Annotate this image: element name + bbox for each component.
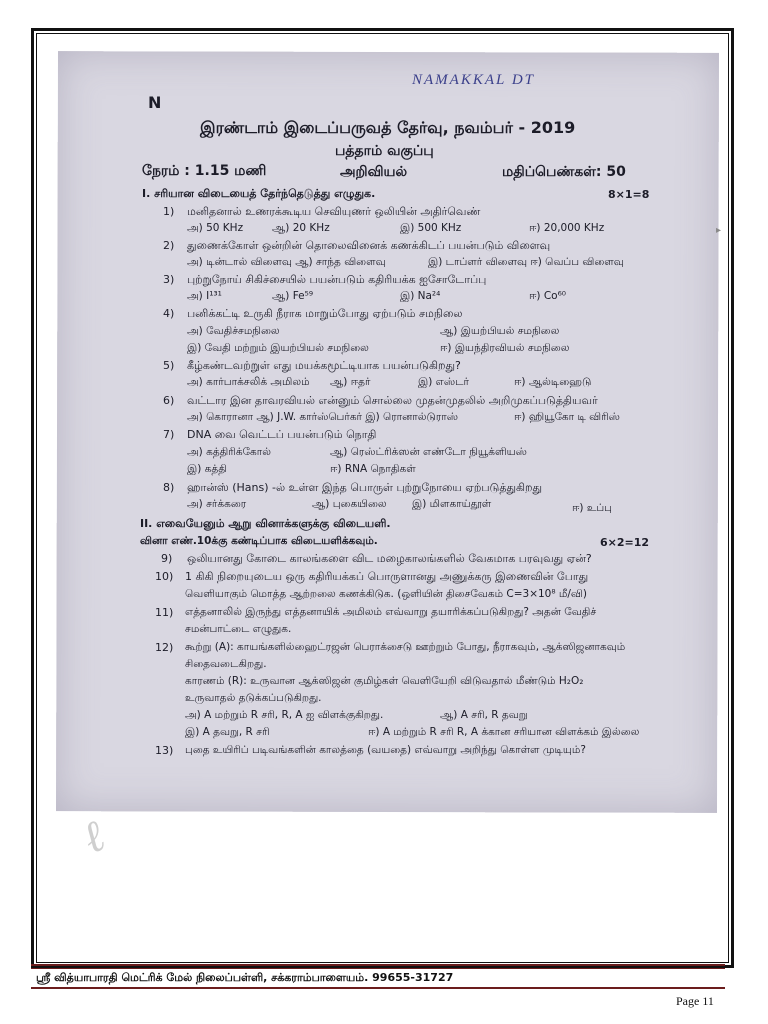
q1-option-d: ஈ) 20,000 KHz	[529, 222, 605, 234]
q6-number: 6)	[163, 394, 175, 407]
time-label: நேரம் : 1.15 மணி	[142, 163, 267, 179]
section2-heading: II. எவையேனும் ஆறு வினாக்களுக்கு விடையளி.	[140, 517, 391, 530]
q12-option-b: ஆ) A சரி, R தவறு	[440, 709, 528, 721]
q10-line1: 1 கிகி நிறையுடைய ஒரு கதிரியக்கப் பொருளானது அணுக்கரு இணைவின் போது	[185, 570, 589, 583]
exam-title: இரண்டாம் இடைப்பருவத் தேர்வு, நவம்பர் - 2019	[200, 118, 576, 137]
q7-text: DNA வை வெட்டப் பயன்படும் நொதி	[187, 428, 377, 441]
section1-heading: I. சரியான விடையைத் தேர்ந்தெடுத்து எழுதுக.	[142, 187, 376, 200]
q11-line2: சமன்பாட்டை எழுதுக.	[185, 623, 292, 635]
q6-options-abc: அ) கொரானா ஆ) J.W. கார்ஸ்பெர்கர் இ) ரொனால்டுராஸ்	[187, 411, 459, 423]
q4-option-b: ஆ) இயற்பியல் சமநிலை	[440, 325, 560, 337]
q8-number: 8)	[163, 481, 175, 494]
q1-option-b: ஆ) 20 KHz	[272, 222, 330, 234]
q7-option-d: ஈ) RNA நொதிகள்	[330, 463, 416, 475]
q6-text: வட்டார இன தாவரவியல் என்னும் சொல்லை முதன்முதலில் அறிமுகப்படுத்தியவர்	[187, 394, 598, 407]
section2-subheading: வினா எண்.10க்கு கண்டிப்பாக விடையளிக்கவும்.	[140, 535, 378, 547]
q12-option-d: ஈ) A மற்றும் R சரி R, A க்கான சரியான விளக்கம் இல்லை	[368, 726, 640, 738]
q3-option-b: ஆ) Fe⁵⁹	[272, 290, 314, 302]
q4-option-c: இ) வேதி மற்றும் இயற்பியல் சமநிலை	[187, 342, 369, 354]
footer-school-name: ஸ்ரீ வித்யாபாரதி மெட்ரிக் மேல் நிலைப்பள்ளி, சக்கராம்பாளையம். 99655-31727	[36, 971, 454, 984]
q2-text: துணைக்கோள் ஒன்றின் தொலைவினைக் கணக்கிடப் பயன்படும் விளைவு	[187, 239, 551, 252]
q5-option-d: ஈ) ஆல்டிஹைடு	[514, 376, 592, 388]
footer-rule-bottom	[31, 987, 725, 989]
q3-option-a: அ) I¹³¹	[187, 290, 222, 302]
q12-assertion: கூற்று (A): காயங்களில்ஹைட்ரஜன் பெராக்சைடு ஊற்றும் போது, நீராகவும், ஆக்ஸிஜனாகவும்	[185, 641, 626, 653]
q4-option-d: ஈ) இயந்திரவியல் சமநிலை	[440, 342, 570, 354]
subject-label: அறிவியல்	[340, 164, 408, 180]
edge-arrow-icon: ▸	[716, 225, 722, 236]
q8-option-c: இ) மிளகாய்தூள்	[412, 498, 492, 510]
q12-option-c: இ) A தவறு, R சரி	[185, 726, 270, 738]
q12-number: 12)	[155, 641, 174, 654]
q3-number: 3)	[163, 273, 175, 286]
q5-option-b: ஆ) ஈதர்	[330, 376, 371, 388]
q10-number: 10)	[155, 570, 174, 583]
q3-option-d: ஈ) Co⁶⁰	[529, 290, 567, 302]
q13-text: புதை உயிரிப் படிவங்களின் காலத்தை (வயதை) எவ்வாறு அறிந்து கொள்ள முடியும்?	[185, 744, 586, 756]
q4-text: பனிக்கட்டி உருகி நீராக மாறும்போது ஏற்படும் சமநிலை	[187, 307, 463, 320]
q1-option-a: அ) 50 KHz	[187, 222, 244, 234]
watermark-mark: ℓ	[75, 810, 114, 864]
q9-number: 9)	[161, 552, 173, 565]
class-label: பத்தாம் வகுப்பு	[335, 143, 434, 159]
q4-number: 4)	[163, 307, 175, 320]
q12-option-a: அ) A மற்றும் R சரி, R, A ஐ விளக்குகிறது.	[185, 709, 384, 721]
q5-text: கீழ்கண்டவற்றுள் எது மயக்கமூட்டியாக பயன்படுகிறது?	[187, 359, 461, 372]
q8-option-d: ஈ) உப்பு	[572, 502, 612, 514]
q3-text: புற்றுநோய் சிகிச்சையில் பயன்படும் கதிரியக்க ஐசோடோப்பு	[187, 273, 487, 286]
q1-number: 1)	[163, 205, 175, 218]
q7-option-a: அ) கத்திரிக்கோல்	[187, 446, 271, 458]
q1-text: மனிதனால் உணரக்கூடிய செவியுணர் ஒலியின் அதிர்வெண்	[187, 205, 481, 218]
q12-reason: காரணம் (R): உருவான ஆக்ஸிஜன் குமிழ்கள் வெளியேறி விடுவதால் மீண்டும் H₂O₂	[185, 675, 584, 687]
q13-number: 13)	[155, 744, 174, 757]
q2-options-cd: இ) டாப்ளர் விளைவு ஈ) வெப்ப விளைவு	[428, 256, 624, 268]
footer-rule-thin	[31, 968, 725, 969]
q7-option-c: இ) கத்தி	[187, 463, 227, 475]
q1-option-c: இ) 500 KHz	[400, 222, 462, 234]
footer-rule	[31, 964, 725, 966]
q10-line2: வெளியாகும் மொத்த ஆற்றலை கணக்கிடுக. (ஒளியின் திசைவேகம் C=3×10⁸ மீ/வி)	[185, 588, 587, 600]
q8-text: ஹான்ஸ் (Hans) -ல் உள்ள இந்த பொருள் புற்றுநோயை ஏற்படுத்துகிறது	[187, 481, 543, 494]
q2-number: 2)	[163, 239, 175, 252]
q5-number: 5)	[163, 359, 175, 372]
q11-number: 11)	[155, 606, 174, 619]
q11-line1: எத்தனாலில் இருந்து எத்தனாயிக் அமிலம் எவ்வாறு தயாரிக்கப்படுகிறது? அதன் வேதிச்	[185, 606, 597, 618]
marks-label: மதிப்பெண்கள்: 50	[502, 164, 626, 180]
q3-option-c: இ) Na²⁴	[400, 290, 441, 302]
q8-option-a: அ) சர்க்கரை	[187, 498, 247, 510]
q5-option-c: இ) எஸ்டர்	[418, 376, 469, 388]
q8-option-b: ஆ) புகையிலை	[312, 498, 387, 510]
handwritten-note: NAMAKKAL DT	[412, 72, 535, 88]
q7-number: 7)	[163, 428, 175, 441]
q5-option-a: அ) கார்பாக்சலிக் அமிலம்	[187, 376, 310, 388]
q4-option-a: அ) வேதிச்சமநிலை	[187, 325, 280, 337]
page-number: Page 11	[676, 994, 714, 1008]
q9-text: ஒலியானது கோடை காலங்களை விட மழைகாலங்களில் வேகமாக பரவுவது ஏன்?	[187, 552, 592, 565]
q2-options-ab: அ) டின்டால் விளைவு ஆ) சாந்த விளைவு	[187, 256, 386, 268]
q12-reason-cont: உருவாதல் தடுக்கப்படுகிறது.	[185, 692, 322, 704]
q7-option-b: ஆ) ரெஸ்ட்ரிக்ஸன் எண்டோ நியூக்ளியஸ்	[330, 446, 527, 458]
paper-code: N	[148, 93, 162, 112]
section2-scheme: 6×2=12	[600, 536, 650, 549]
q12-assertion-cont: சிதைவடைகிறது.	[185, 658, 267, 670]
section1-scheme: 8×1=8	[608, 188, 650, 201]
q6-option-d: ஈ) ஹியூகோ டி விரிஸ்	[514, 411, 620, 423]
